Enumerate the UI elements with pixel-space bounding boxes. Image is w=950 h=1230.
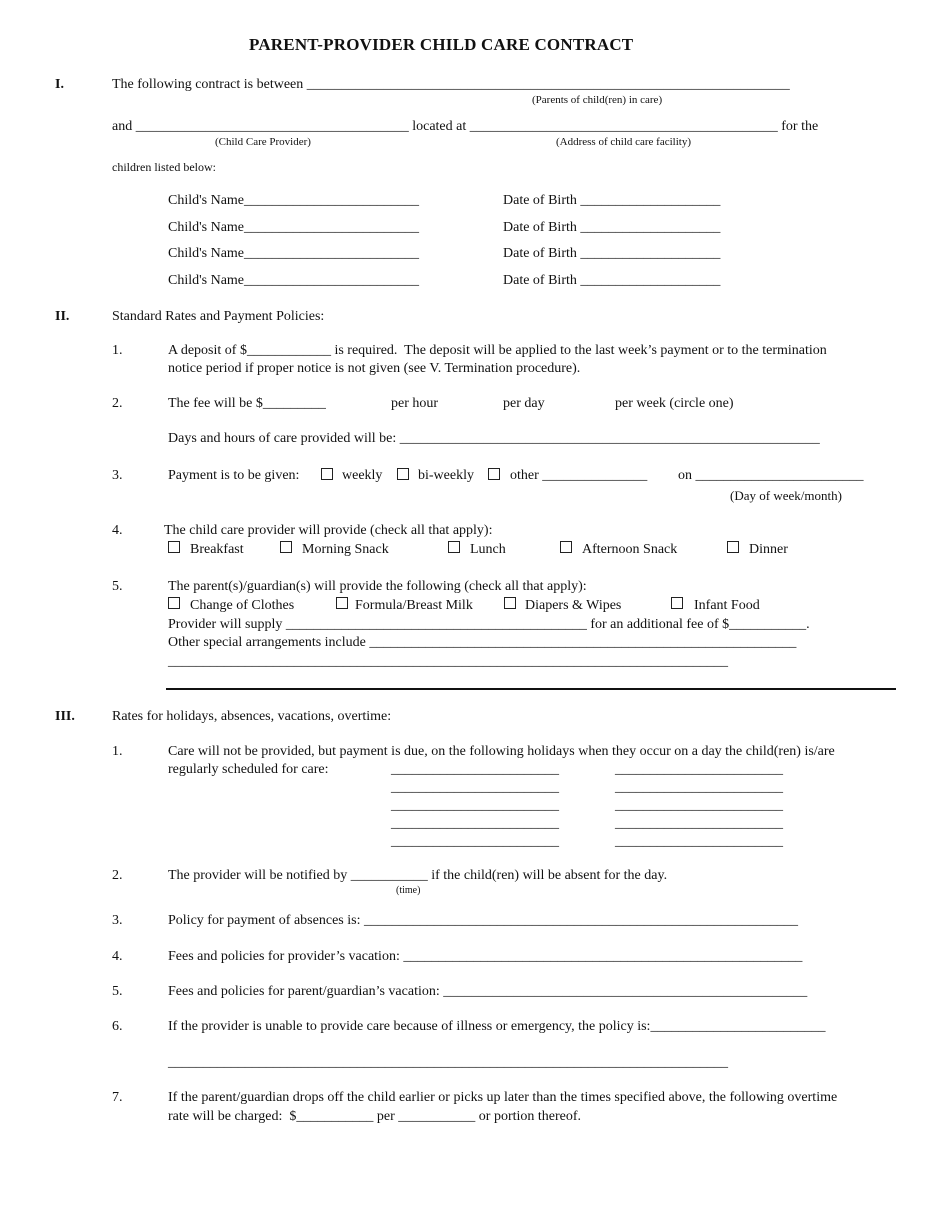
other-payment-field[interactable]: other _______________ (510, 468, 648, 483)
address-caption: (Address of child care facility) (556, 136, 691, 148)
supply-label: Change of Clothes (190, 598, 295, 613)
child-name-field[interactable]: Child's Name_________________________ (168, 273, 420, 288)
provider-address-field[interactable]: and _______________________________________ located at ____________________________________________ for the (112, 119, 819, 134)
supply-label: Formula/Breast Milk (355, 598, 473, 613)
date-of-birth-field[interactable]: Date of Birth ____________________ (503, 220, 721, 235)
meal-label: Dinner (749, 542, 788, 557)
holiday-field[interactable]: ________________________ (615, 780, 783, 795)
holiday-field[interactable]: ________________________ (615, 834, 783, 849)
per-week-option[interactable]: per week (circle one) (615, 396, 734, 411)
section-numeral: I. (55, 77, 64, 92)
fee-field[interactable]: The fee will be $_________ (168, 396, 326, 411)
other-checkbox[interactable] (488, 468, 500, 480)
item-number: 5. (112, 984, 123, 999)
child-name-field[interactable]: Child's Name_________________________ (168, 220, 420, 235)
dinner-checkbox[interactable] (727, 541, 739, 553)
change-of-clothes-checkbox[interactable] (168, 597, 180, 609)
holiday-field[interactable]: ________________________ (615, 816, 783, 831)
date-of-birth-field[interactable]: Date of Birth ____________________ (503, 246, 721, 261)
section-divider (166, 688, 896, 690)
overtime-rate-field[interactable]: rate will be charged: $___________ per ___________ or portion thereof. (168, 1109, 582, 1124)
item-number: 7. (112, 1090, 123, 1105)
supply-label: Infant Food (694, 598, 760, 613)
provider-vacation-field[interactable]: Fees and policies for provider’s vacation: _________________________________________________________ (168, 949, 803, 964)
item-number: 2. (112, 396, 123, 411)
supply-label: Diapers & Wipes (525, 598, 622, 613)
item-number: 1. (112, 744, 123, 759)
holiday-field[interactable]: ________________________ (391, 798, 559, 813)
days-hours-field[interactable]: Days and hours of care provided will be: ____________________________________________________________ (168, 431, 820, 446)
deposit-field[interactable]: A deposit of $____________ is required. The deposit will be applied to the last week’s payment or to the termination (168, 343, 827, 358)
section-numeral: II. (55, 309, 70, 324)
lunch-checkbox[interactable] (448, 541, 460, 553)
payment-day-field[interactable]: on ________________________ (678, 468, 864, 483)
holiday-field[interactable]: ________________________ (615, 798, 783, 813)
provider-supply-field[interactable]: Provider will supply ___________________________________________ for an additional fee of $___________. (168, 617, 810, 632)
item-number: 5. (112, 579, 123, 594)
item-number: 1. (112, 343, 123, 358)
day-caption: (Day of week/month) (730, 488, 842, 503)
parent-provides-label: The parent(s)/guardian(s) will provide the following (check all that apply): (168, 579, 587, 594)
meal-label: Lunch (470, 542, 506, 557)
time-caption: (time) (396, 885, 421, 896)
item-number: 3. (112, 913, 123, 928)
holiday-field[interactable]: ________________________ (615, 762, 783, 777)
holidays-text: regularly scheduled for care: (168, 762, 329, 777)
section-numeral: III. (55, 709, 75, 724)
diapers-checkbox[interactable] (504, 597, 516, 609)
child-name-field[interactable]: Child's Name_________________________ (168, 193, 420, 208)
meal-label: Morning Snack (302, 542, 389, 557)
formula-checkbox[interactable] (336, 597, 348, 609)
date-of-birth-field[interactable]: Date of Birth ____________________ (503, 273, 721, 288)
emergency-policy-field[interactable]: If the provider is unable to provide care because of illness or emergency, the policy is:_________________________ (168, 1019, 826, 1034)
item-number: 2. (112, 868, 123, 883)
holiday-field[interactable]: ________________________ (391, 762, 559, 777)
weekly-label: weekly (342, 468, 383, 483)
parents-caption: (Parents of child(ren) in care) (532, 94, 663, 106)
children-listed-label: children listed below: (112, 160, 216, 174)
item-number: 4. (112, 949, 123, 964)
provider-provides-label: The child care provider will provide (check all that apply): (164, 523, 493, 538)
emergency-policy-line[interactable]: ________________________________________________________________________________ (168, 1055, 728, 1070)
weekly-checkbox[interactable] (321, 468, 333, 480)
holidays-text: Care will not be provided, but payment is due, on the following holidays when they occur on a day the child(ren) is/are (168, 744, 835, 759)
item-number: 4. (112, 523, 123, 538)
contract-parties-field[interactable]: The following contract is between _____________________________________________________________________ (112, 77, 790, 92)
item-number: 3. (112, 468, 123, 483)
holiday-field[interactable]: ________________________ (391, 780, 559, 795)
item-number: 6. (112, 1019, 123, 1034)
absence-notice-field[interactable]: The provider will be notified by ___________ if the child(ren) will be absent for the day. (168, 868, 668, 883)
holiday-field[interactable]: ________________________ (391, 834, 559, 849)
absence-policy-field[interactable]: Policy for payment of absences is: ______________________________________________________________ (168, 913, 798, 928)
date-of-birth-field[interactable]: Date of Birth ____________________ (503, 193, 721, 208)
section-heading: Standard Rates and Payment Policies: (112, 309, 325, 324)
per-hour-option[interactable]: per hour (391, 396, 439, 411)
section-heading: Rates for holidays, absences, vacations, overtime: (112, 709, 392, 724)
payment-given-label: Payment is to be given: (168, 468, 300, 483)
child-name-field[interactable]: Child's Name_________________________ (168, 246, 420, 261)
meal-label: Breakfast (190, 542, 244, 557)
per-day-option[interactable]: per day (503, 396, 545, 411)
meal-label: Afternoon Snack (582, 542, 678, 557)
overtime-text: If the parent/guardian drops off the child earlier or picks up later than the times specified above, the following overtime (168, 1090, 838, 1105)
morning-snack-checkbox[interactable] (280, 541, 292, 553)
page-title: PARENT-PROVIDER CHILD CARE CONTRACT (249, 35, 634, 54)
special-arrangements-line[interactable]: ________________________________________________________________________________ (168, 654, 728, 669)
biweekly-label: bi-weekly (418, 468, 474, 483)
deposit-note: notice period if proper notice is not given (see V. Termination procedure). (168, 361, 581, 376)
breakfast-checkbox[interactable] (168, 541, 180, 553)
parent-vacation-field[interactable]: Fees and policies for parent/guardian’s vacation: ____________________________________________________ (168, 984, 808, 999)
special-arrangements-field[interactable]: Other special arrangements include _____________________________________________________________ (168, 635, 797, 650)
afternoon-snack-checkbox[interactable] (560, 541, 572, 553)
biweekly-checkbox[interactable] (397, 468, 409, 480)
provider-caption: (Child Care Provider) (215, 136, 311, 148)
holiday-field[interactable]: ________________________ (391, 816, 559, 831)
infant-food-checkbox[interactable] (671, 597, 683, 609)
